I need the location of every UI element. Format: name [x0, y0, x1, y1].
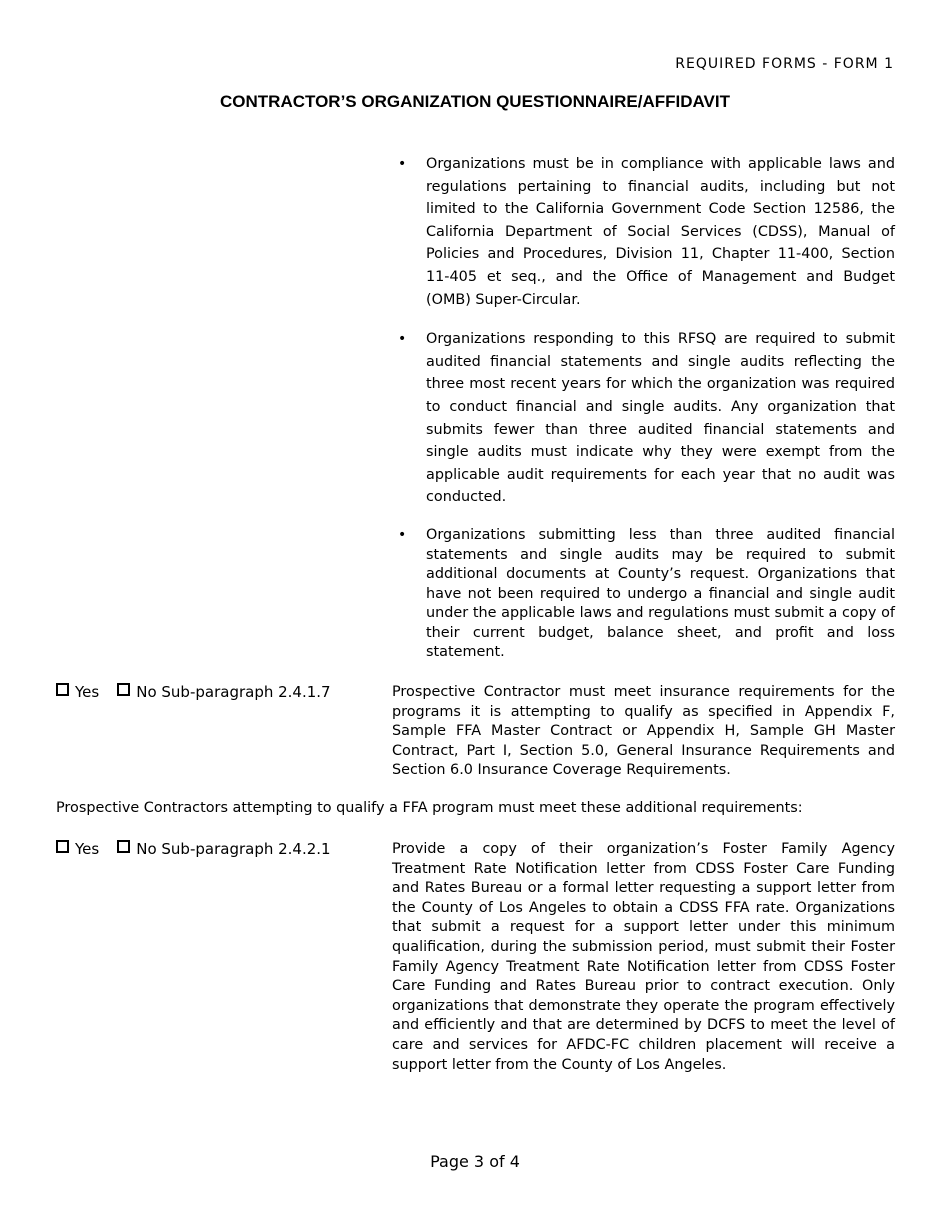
- yes-no-checkboxes: [56, 683, 331, 703]
- form-label: REQUIRED FORMS - FORM 1: [675, 56, 894, 72]
- bullet-text: Organizations responding to this RFSQ are required to submit audited financial statements and single audits reflecting the three most recent years for which the organization was required to conduct financial and single audits. Any organization that submits fewer than three audited financial statements and single audits must indicate why they were exempt from the applicable audit requirements for each year that no audit was conducted.: [426, 331, 895, 506]
- bullet-icon: •: [398, 526, 407, 543]
- yes-label: Yes: [75, 683, 100, 701]
- no-label: No: [136, 840, 157, 858]
- yes-checkbox[interactable]: [56, 840, 69, 853]
- ffa-requirements-intro: Prospective Contractors attempting to qualify a FFA program must meet these additional requirements:: [56, 800, 803, 816]
- bullet-item-audit-compliance: [398, 153, 895, 311]
- bullet-icon: •: [398, 331, 407, 348]
- audit-requirements-list: [398, 153, 895, 680]
- subparagraph-label: Sub-paragraph 2.4.1.7: [161, 683, 331, 701]
- no-label: No: [136, 683, 157, 701]
- yes-checkbox[interactable]: [56, 683, 69, 696]
- document-title: CONTRACTOR’S ORGANIZATION QUESTIONNAIRE/AFFIDAVIT: [220, 92, 730, 111]
- yes-no-checkboxes: [56, 840, 331, 860]
- bullet-text: Organizations submitting less than three audited financial statements and single audits may be required to submit additional documents at County’s request. Organizations that have not been required to undergo a financial and single audit under the applicable laws and regulations must submit a copy of their current budget, balance sheet, and profit and loss statement.: [426, 526, 895, 661]
- no-checkbox[interactable]: [117, 683, 130, 696]
- subparagraph-label: Sub-paragraph 2.4.2.1: [161, 840, 331, 858]
- no-checkbox[interactable]: [117, 840, 130, 853]
- bullet-text: Organizations must be in compliance with applicable laws and regulations pertaining to financial audits, including but not limited to the California Government Code Section 12586, the California Department of Social Services (CDSS), Manual of Policies and Procedures, Division 11, Chapter 11-400, Section 11-405 et seq., and the Office of Management and Budget (OMB) Super-Circular.: [426, 156, 895, 308]
- bullet-item-audited-statements: [398, 328, 895, 509]
- bullet-item-fewer-audits: [398, 526, 895, 663]
- page-number: Page 3 of 4: [430, 1152, 520, 1171]
- bullet-icon: •: [398, 156, 407, 172]
- yes-label: Yes: [75, 840, 100, 858]
- requirement-text: Prospective Contractor must meet insurance requirements for the programs it is attempting to qualify as specified in Appendix F, Sample FFA Master Contract or Appendix H, Sample GH Master Contract, Part I, Section 5.0, General Insurance Requirements and Section 6.0 Insurance Coverage Requirements.: [392, 684, 895, 779]
- requirement-text: Provide a copy of their organization’s Foster Family Agency Treatment Rate Notification letter from CDSS Foster Care Funding and Rates Bureau or a formal letter requesting a support letter from the County of Los Angeles to obtain a CDSS FFA rate. Organizations that submit a request for a support letter under this minimum qualification, during the submission period, must submit their Foster Family Agency Treatment Rate Notification letter from CDSS Foster Care Funding and Rates Bureau prior to contract execution. Only organizations that demonstrate they operate the program effectively and efficiently and that are determined by DCFS to meet the level of care and services for AFDC-FC children placement will receive a support letter from the County of Los Angeles.: [392, 841, 895, 1073]
